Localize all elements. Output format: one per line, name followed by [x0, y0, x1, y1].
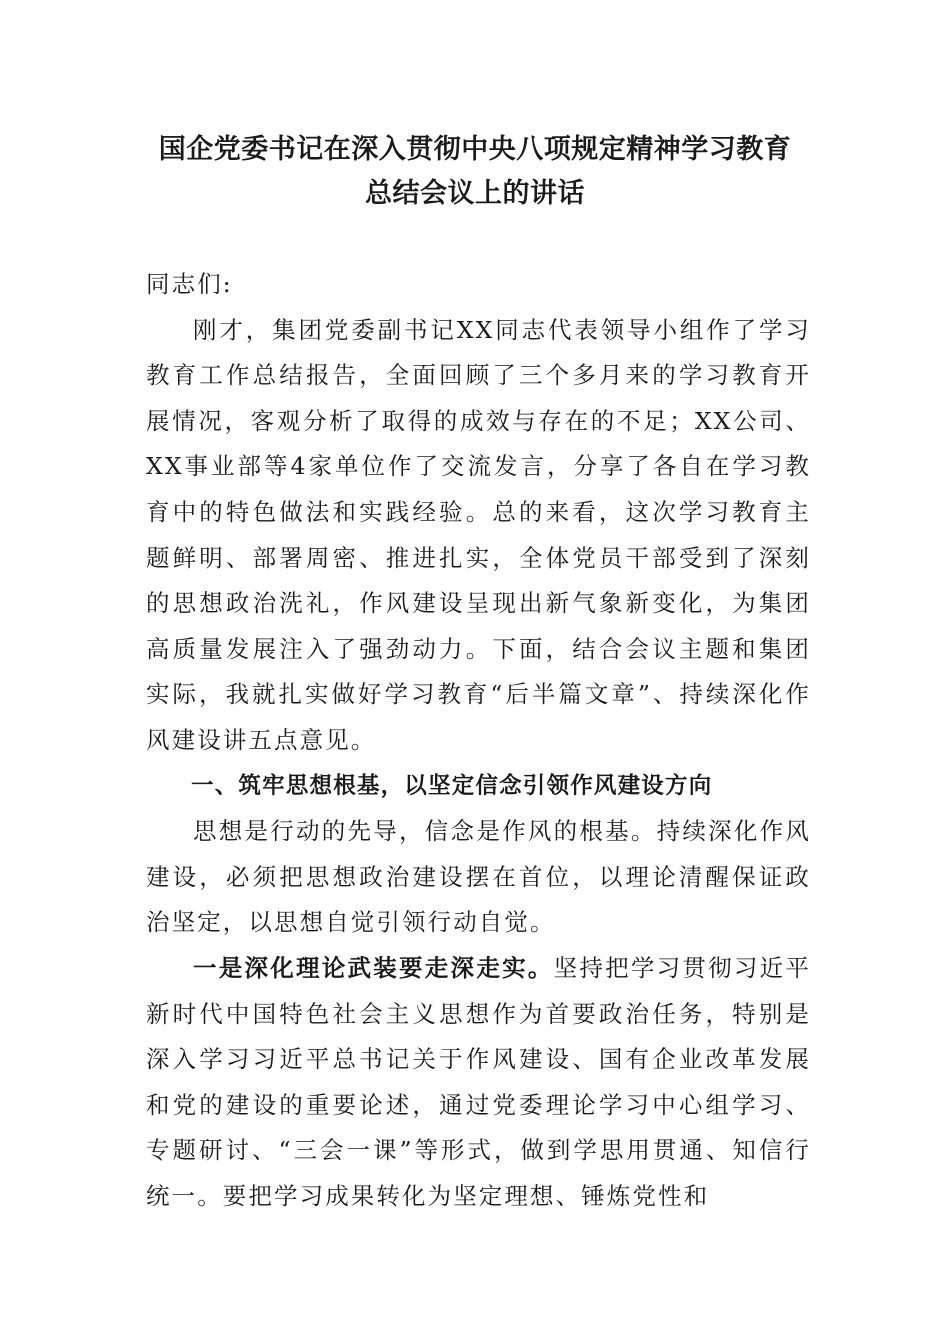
document-body: [146, 262, 811, 1219]
section-heading-1: 一、筑牢思想根基，以坚定信念引领作风建设方向: [191, 772, 713, 799]
paragraph-section-1-intro: 思想是行动的先导，信念是作风的根基。持续深化作风建设，必须把思想政治建设摆在首位，以理论清醒保证政治坚定，以思想自觉引领行动自觉。: [146, 817, 811, 937]
paragraph-point-1: [146, 946, 811, 1220]
point-1-lead: 一是深化理论武装要走深走实。: [193, 953, 554, 982]
salutation: 同志们:: [146, 270, 233, 298]
point-1-body: 坚持把学习贯彻习近平新时代中国特色社会主义思想作为首要政治任务，特别是深入学习习近平总书记关于作风建设、国有企业改革发展和党的建设的重要论述，通过党委理论学习中心组学习、专题研讨、“三会一课”等形式，做到学思用贯通、知信行统一。要把学习成果转化为坚定理想、锤炼党性和: [146, 953, 811, 1210]
document-title-line-1: 国企党委书记在深入贯彻中央八项规定精神学习教育: [158, 134, 792, 165]
document-title-line-2: 总结会议上的讲话: [365, 178, 585, 209]
paragraph-intro: 刚才，集团党委副书记XX同志代表领导小组作了学习教育工作总结报告，全面回顾了三个多月来的学习教育开展情况，客观分析了取得的成效与存在的不足；XX公司、XX事业部等4家单位作了交流发言，分享了各自在学习教育中的特色做法和实践经验。总的来看，这次学习教育主题鲜明、部署周密、推进扎实，全体党员干部受到了深刻的思想政治洗礼，作风建设呈现出新气象新变化，为集团高质量发展注入了强劲动力。下面，结合会议主题和集团实际，我就扎实做好学习教育“后半篇文章”、持续深化作风建设讲五点意见。: [146, 315, 811, 754]
